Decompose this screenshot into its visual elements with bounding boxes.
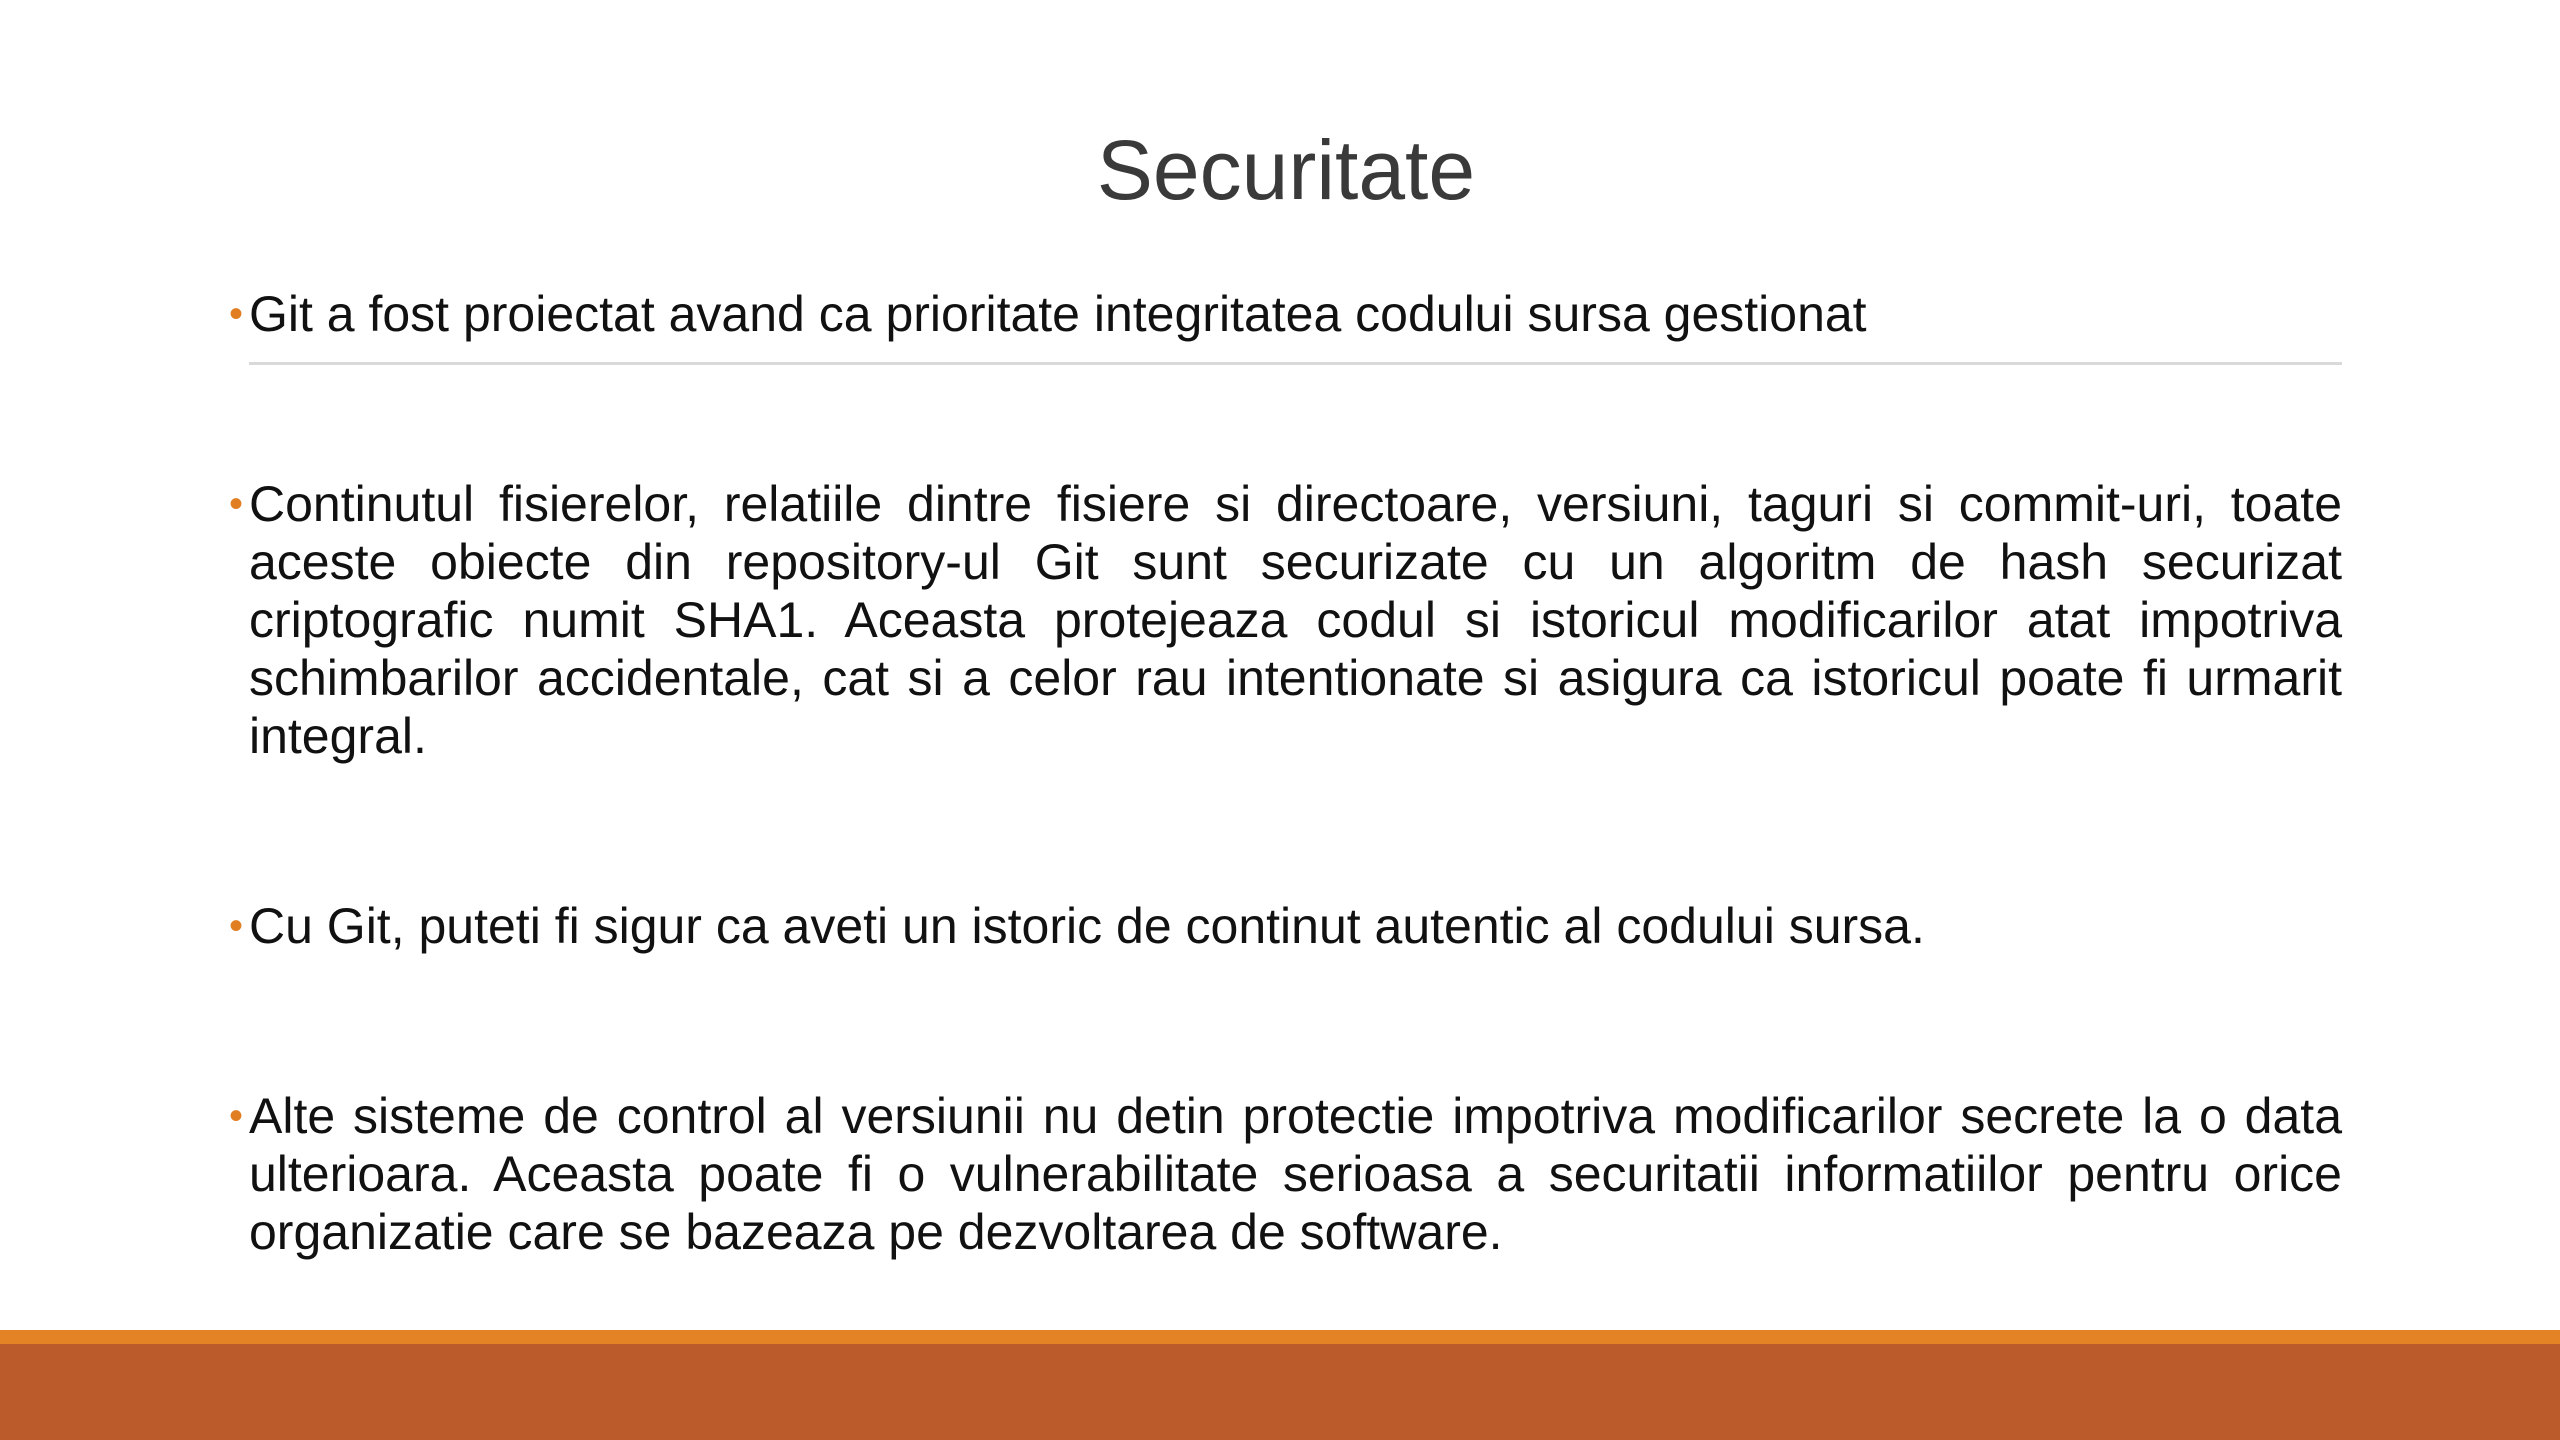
- bullet-dot-icon: •: [229, 1094, 244, 1138]
- bullet-item: [229, 475, 2342, 765]
- bullet-dot-icon: •: [229, 904, 244, 948]
- bullet-dot-icon: •: [229, 292, 244, 336]
- divider-line: [249, 362, 2342, 365]
- bullet-item: [229, 1087, 2342, 1261]
- bullet-text: Alte sisteme de control al versiunii nu detin protectie impotriva modificarilor secrete la o data ulterioara. Aceasta poate fi o vulnerabilitate serioasa a securitatii informatiilor pentru orice organizatie care se bazeaza pe dezvoltarea de software.: [249, 1088, 2342, 1260]
- bullet-item: [229, 285, 2342, 343]
- bullet-item: [229, 897, 2342, 955]
- slide-title: Securitate: [1096, 123, 1476, 217]
- footer-bar: [0, 1344, 2560, 1440]
- bullet-text: Git a fost proiectat avand ca prioritate integritatea codului sursa gestionat: [249, 286, 1867, 342]
- bullet-text: Cu Git, puteti fi sigur ca aveti un istoric de continut autentic al codului sursa.: [249, 898, 1925, 954]
- bullet-text: Continutul fisierelor, relatiile dintre fisiere si directoare, versiuni, taguri si commit-uri, toate aceste obiecte din repository-ul Git sunt securizate cu un algoritm de hash securizat criptografic numit SHA1. Aceasta protejeaza codul si istoricul modificarilor atat impotriva schimbarilor accidentale, cat si a celor rau intentionate si asigura ca istoricul poate fi urmarit integral.: [249, 476, 2342, 764]
- footer-accent-bar: [0, 1330, 2560, 1344]
- bullet-dot-icon: •: [229, 482, 244, 526]
